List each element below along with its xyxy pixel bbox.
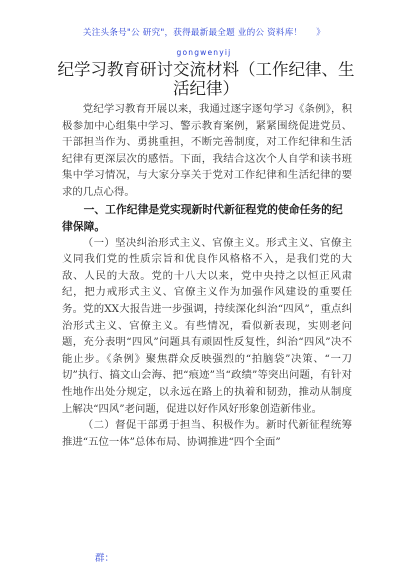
promo-banner[interactable]	[0, 26, 408, 38]
promo-banner-text: 关注头条号"公 研究"，获得最新最全题 业的公 资料库！	[82, 28, 303, 38]
section-heading: 一、工作纪律是党实现新时代新征程党的使命任务的纪律保障。	[62, 202, 343, 233]
body-paragraph: （一）坚决纠治形式主义、官僚主义。形式主义、官僚主义同我们党的性质宗旨和优良作风格格不入，是我们党的大敌、人民的大敌。党的十八大以来，党中央持之以恒正风肃纪，把力戒形式主义、官僚主义作为加强作风建设的重要任务。党的XX大报告进一步强调，持续深化纠治“四风”，重点纠治形式主义、官僚主义。有些情况，看似新表现，实则老问题，充分表明“四风”问题具有顽固性反复性，纠治“四风”决不能止步。《条例》聚焦群众反映强烈的“拍脑袋”决策、“一刀切”执行、搞文山会海、把“痕迹”当“政绩”等突出问题，有针对性地作出处分规定，以永远在路上的执着和韧劲，推动从制度上解决“四风”老问题，促进以好作风好形象创造新伟业。	[62, 236, 352, 415]
footer-group-label: 群：	[95, 553, 115, 564]
body-paragraph: （二）督促干部勇于担当、积极作为。新时代新征程统筹推进“五位一体”总体布局、协调推进“四个全面”	[62, 419, 352, 448]
promo-sub-text: gongwenyij	[176, 48, 232, 57]
promo-banner-end: 》	[316, 28, 326, 38]
document-body	[62, 101, 352, 450]
intro-paragraph: 党纪学习教育开展以来，我通过逐字逐句学习《条例》，积极参加中心组集中学习、警示教育案例，紧紧围绕促进党员、干部担当作为、勇挑重担，不断完善制度，对工作纪律和生活纪律有更深层次的感悟。下面，我结合这次个人自学和读书班集中学习情况，与大家分享关于党对工作纪律和生活纪律的要求的几点心得。	[62, 103, 352, 198]
document-title: 纪学习教育研讨交流材料（工作纪律、生活纪律）	[57, 60, 355, 98]
